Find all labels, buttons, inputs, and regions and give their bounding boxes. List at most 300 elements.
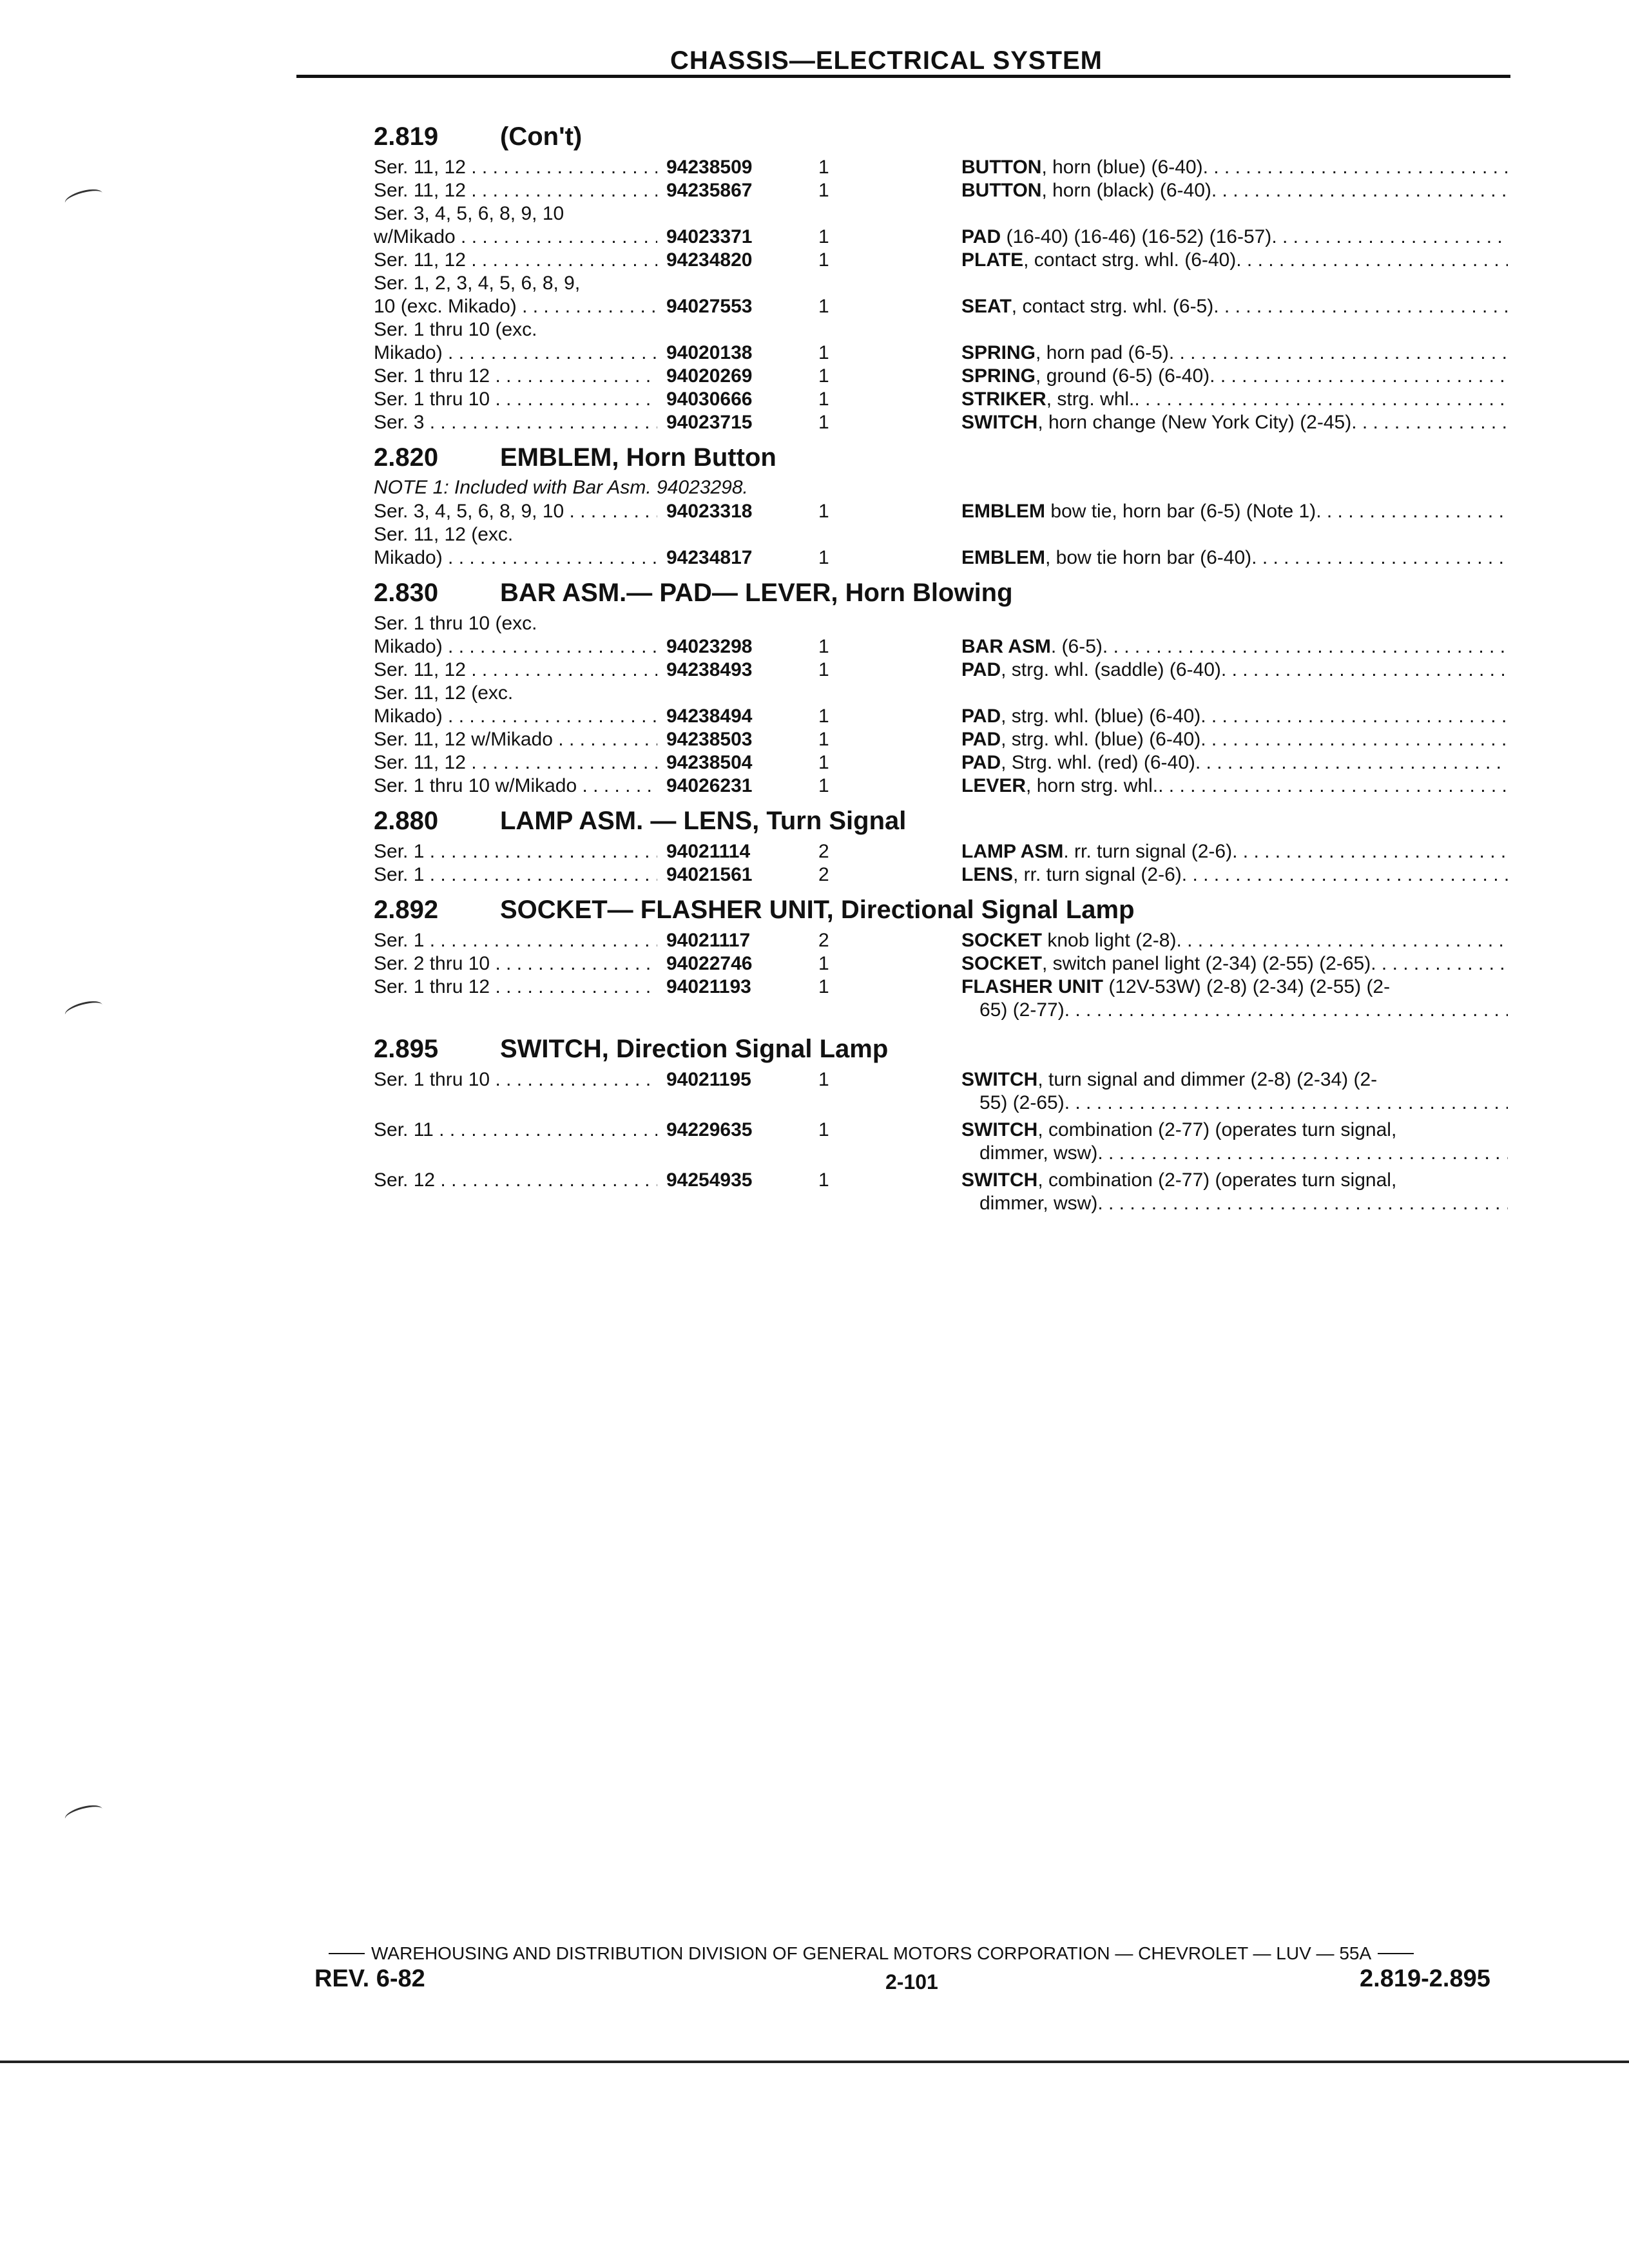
part-number: 94021561 [666, 864, 753, 885]
quantity: 1 [818, 412, 829, 433]
part-name: BUTTON [961, 180, 1042, 201]
section-number: 2.895 [374, 1035, 439, 1063]
applicability: Ser. 11 . . . [374, 1119, 657, 1142]
description-column [961, 226, 1508, 249]
quantity: 1 [818, 249, 829, 271]
applicability-column [374, 929, 1018, 952]
section-title: SWITCH, Direction Signal Lamp [500, 1035, 889, 1063]
quantity: 2 [818, 930, 829, 951]
description [961, 295, 1213, 318]
dot-leader [1065, 1091, 1508, 1115]
dot-leader [1158, 774, 1508, 798]
punch-mark [63, 186, 104, 211]
part-name: STRIKER [961, 389, 1046, 410]
dot-leader [1221, 658, 1508, 682]
dot-leader [1236, 249, 1508, 272]
part-name: LAMP ASM [961, 841, 1064, 862]
part-line [374, 500, 1018, 523]
applicability-line: Ser. 11, 12 (exc. [374, 682, 514, 704]
description [961, 156, 1203, 179]
applicability: Mikado) . . . [374, 341, 657, 365]
dot-leader [1097, 1142, 1508, 1165]
description-line [961, 249, 1508, 272]
description [979, 1091, 1065, 1115]
description-text: , strg. whl. (saddle) (6-40) [1001, 659, 1221, 680]
dot-leader [1203, 156, 1508, 179]
dot-leader [1351, 411, 1508, 434]
description-column [961, 863, 1508, 887]
section-title: BAR ASM.— PAD— LEVER, Horn Blowing [500, 579, 1013, 607]
description-text: , combination (2-77) (operates turn signal, [1037, 1169, 1397, 1191]
section-heading [374, 443, 1508, 477]
table-row [374, 975, 1508, 1026]
applicability: Mikado) . . . [374, 546, 657, 570]
description-column [961, 156, 1508, 179]
description [961, 929, 1176, 952]
applicability-column [374, 952, 1018, 975]
applicability-column [374, 500, 1018, 523]
description-column [961, 249, 1508, 272]
description [961, 249, 1236, 272]
dot-leader [1065, 999, 1508, 1022]
description-text: , turn signal and dimmer (2-8) (2-34) (2- [1037, 1069, 1378, 1090]
table-row [374, 929, 1508, 952]
description [961, 635, 1103, 658]
description-line [961, 388, 1508, 411]
part-name: SWITCH [961, 412, 1038, 433]
quantity: 1 [818, 976, 829, 997]
part-name: SWITCH [961, 1119, 1038, 1140]
description-text: , bow tie horn bar (6-40) [1045, 547, 1252, 568]
applicability: Ser. 11, 12 . . . [374, 751, 657, 774]
applicability-line: Ser. 1 thru 10 (exc. [374, 613, 537, 634]
part-number: 94235867 [666, 180, 753, 201]
table-row [374, 1068, 1508, 1119]
description [961, 658, 1221, 682]
description-text: dimmer, wsw) [979, 1193, 1098, 1214]
description-text: , horn change (New York City) (2-45) [1037, 412, 1352, 433]
dot-leader [1271, 226, 1508, 249]
part-number: 94238494 [666, 706, 753, 727]
table-row [374, 179, 1508, 202]
section-number: 2.820 [374, 443, 439, 472]
applicability: Ser. 1 . . . [374, 840, 657, 863]
description-line [961, 975, 1508, 999]
applicability-column [374, 1119, 1018, 1142]
quantity: 1 [818, 729, 829, 750]
dot-leader [1232, 840, 1508, 863]
quantity: 1 [818, 296, 829, 317]
applicability: Ser. 2 thru 10 . . . [374, 952, 657, 975]
description [961, 546, 1251, 570]
part-number: 94022746 [666, 953, 753, 974]
applicability-column [374, 1068, 1018, 1091]
part-number: 94020269 [666, 365, 753, 387]
description-column [961, 295, 1508, 318]
description-line [961, 863, 1508, 887]
part-name: PLATE [961, 249, 1024, 271]
part-number: 94238509 [666, 157, 753, 178]
part-number: 94234817 [666, 547, 753, 568]
description-line [961, 635, 1508, 658]
applicability: Ser. 3, 4, 5, 6, 8, 9, 10 . . . [374, 500, 657, 523]
part-number: 94234820 [666, 249, 753, 271]
applicability-column [374, 1169, 1018, 1192]
applicability-column [374, 975, 1018, 999]
description-text: , contact strg. whl. (6-5) [1011, 296, 1214, 317]
part-number: 94229635 [666, 1119, 753, 1140]
applicability-column [374, 523, 1018, 570]
part-line [374, 249, 1018, 272]
description-text: , strg. whl. [1046, 389, 1135, 410]
table-row [374, 728, 1508, 751]
applicability-column [374, 612, 1018, 658]
part-number: 94023318 [666, 501, 753, 522]
applicability-column [374, 202, 1018, 249]
punch-mark [63, 1802, 104, 1827]
header-rule [296, 75, 1510, 78]
table-row [374, 156, 1508, 179]
description-column [961, 658, 1508, 682]
section-title: SOCKET— FLASHER UNIT, Directional Signal Lamp [500, 896, 1135, 924]
description-column [961, 840, 1508, 863]
applicability: Ser. 11, 12 . . . [374, 179, 657, 202]
applicability-line: Ser. 1, 2, 3, 4, 5, 6, 8, 9, [374, 273, 581, 294]
table-row [374, 1119, 1508, 1169]
part-name: SPRING [961, 342, 1036, 363]
applicability-line: Ser. 1 thru 10 (exc. [374, 319, 537, 340]
page-header-title: CHASSIS—ELECTRICAL SYSTEM [670, 46, 1103, 75]
dot-leader [1097, 1192, 1508, 1215]
part-name: SWITCH [961, 1069, 1038, 1090]
part-line [374, 658, 1018, 682]
description-text: , switch panel light (2-34) (2-55) (2-65) [1042, 953, 1371, 974]
part-name: SEAT [961, 296, 1012, 317]
applicability-column [374, 840, 1018, 863]
dot-leader [1182, 863, 1508, 887]
description [961, 705, 1200, 728]
footer-text: WAREHOUSING AND DISTRIBUTION DIVISION OF GENERAL MOTORS CORPORATION — CHEVROLET — LUV — 55A [371, 1943, 1372, 1963]
applicability: Mikado) . . . [374, 705, 657, 728]
quantity: 2 [818, 864, 829, 885]
section-heading [374, 122, 1508, 156]
description-text: , rr. turn signal (2-6) [1013, 864, 1182, 885]
description-line [961, 411, 1508, 434]
section-heading [374, 1035, 1508, 1068]
applicability: w/Mikado . . . [374, 226, 657, 249]
part-number: 94238493 [666, 659, 753, 680]
table-row [374, 365, 1508, 388]
part-line [374, 226, 1018, 249]
part-line [374, 952, 1018, 975]
dot-leader [1103, 635, 1508, 658]
quantity: 1 [818, 775, 829, 796]
part-number: 94254935 [666, 1169, 753, 1191]
description-text: bow tie, horn bar (6-5) (Note 1) [1045, 501, 1316, 522]
applicability-column [374, 179, 1018, 202]
part-line [374, 179, 1018, 202]
description-line [961, 658, 1508, 682]
description [979, 1142, 1097, 1165]
table-row [374, 411, 1508, 434]
section-number: 2.892 [374, 896, 439, 924]
part-name: SOCKET [961, 953, 1043, 974]
description-line [961, 295, 1508, 318]
part-name: PAD [961, 752, 1001, 773]
applicability: Ser. 1 thru 10 . . . [374, 388, 657, 411]
part-name: BUTTON [961, 157, 1042, 178]
part-line [374, 156, 1018, 179]
table-row [374, 840, 1508, 863]
description-line [961, 840, 1508, 863]
description-text: , horn (black) (6-40) [1041, 180, 1211, 201]
part-line [374, 411, 1018, 434]
description [961, 1169, 1396, 1192]
applicability-column [374, 388, 1018, 411]
quantity: 1 [818, 180, 829, 201]
quantity: 1 [818, 953, 829, 974]
part-line [374, 1068, 1018, 1091]
table-row [374, 202, 1508, 249]
dot-leader [1176, 929, 1508, 952]
part-line [374, 705, 1018, 728]
part-line [374, 774, 1018, 798]
table-row [374, 751, 1508, 774]
description-text: knob light (2-8) [1042, 930, 1177, 951]
quantity: 1 [818, 226, 829, 247]
applicability-column [374, 249, 1018, 272]
applicability: 10 (exc. Mikado) . . . [374, 295, 657, 318]
description-text: , strg. whl. (blue) (6-40) [1001, 729, 1201, 750]
applicability-column [374, 272, 1018, 318]
description [961, 411, 1351, 434]
description-column [961, 1068, 1508, 1115]
applicability: Ser. 11, 12 . . . [374, 658, 657, 682]
table-row [374, 658, 1508, 682]
table-row [374, 952, 1508, 975]
description-line [961, 341, 1508, 365]
part-name: PAD [961, 706, 1001, 727]
part-line [374, 546, 1018, 570]
quantity: 1 [818, 501, 829, 522]
part-line [374, 728, 1018, 751]
description-line [961, 1169, 1508, 1192]
description-column [961, 388, 1508, 411]
quantity: 1 [818, 1169, 829, 1191]
description [961, 952, 1371, 975]
quantity: 1 [818, 636, 829, 657]
section-title: (Con't) [500, 122, 583, 151]
description-line [961, 952, 1508, 975]
dot-leader [1169, 341, 1508, 365]
footer-line [322, 1943, 1521, 1964]
parts-catalog [374, 113, 1508, 1219]
part-line [374, 840, 1018, 863]
description-text: (12V-53W) (2-8) (2-34) (2-55) (2- [1103, 976, 1391, 997]
description-column [961, 341, 1508, 365]
section-number: 2.830 [374, 579, 439, 607]
description-text: , ground (6-5) (6-40) [1036, 365, 1210, 387]
part-number: 94021114 [666, 841, 751, 862]
description-line [961, 226, 1508, 249]
section-note: NOTE 1: Included with Bar Asm. 94023298. [374, 477, 748, 498]
part-name: SWITCH [961, 1169, 1038, 1191]
part-number: 94021117 [666, 930, 751, 951]
applicability-line: Ser. 11, 12 (exc. [374, 524, 514, 545]
page-number: 2-101 [885, 1970, 938, 1994]
description-line [961, 1068, 1508, 1091]
part-name: PAD [961, 729, 1001, 750]
description [961, 179, 1211, 202]
description [961, 388, 1134, 411]
dot-leader [1200, 728, 1508, 751]
applicability-column [374, 774, 1018, 798]
part-line [374, 1119, 1018, 1142]
description-column [961, 1169, 1508, 1215]
dot-leader [1195, 751, 1508, 774]
description-line [961, 1142, 1508, 1165]
description [961, 365, 1210, 388]
applicability: Ser. 3 . . . [374, 411, 657, 434]
dot-leader [1134, 388, 1508, 411]
description-line [961, 546, 1508, 570]
description [961, 975, 1390, 999]
section-heading [374, 579, 1508, 612]
quantity: 1 [818, 157, 829, 178]
quantity: 1 [818, 365, 829, 387]
description-column [961, 500, 1508, 523]
description-text: , strg. whl. (blue) (6-40) [1001, 706, 1201, 727]
description-column [961, 179, 1508, 202]
description-text: , contact strg. whl. (6-40) [1023, 249, 1237, 271]
applicability-column [374, 365, 1018, 388]
part-name: EMBLEM [961, 501, 1045, 522]
description [961, 1068, 1377, 1091]
description-text: , horn strg. whl. [1026, 775, 1159, 796]
table-row [374, 388, 1508, 411]
part-number: 94021193 [666, 976, 751, 997]
description-text: 55) (2-65) [979, 1092, 1065, 1113]
part-line [374, 751, 1018, 774]
description-line [961, 179, 1508, 202]
quantity: 1 [818, 706, 829, 727]
dot-leader [1213, 295, 1508, 318]
part-name: EMBLEM [961, 547, 1045, 568]
dot-leader [1316, 500, 1508, 523]
table-row [374, 523, 1508, 570]
description [961, 226, 1271, 249]
description [961, 728, 1200, 751]
footer-dash [1378, 1953, 1414, 1954]
part-name: LENS [961, 864, 1014, 885]
dot-leader [1371, 952, 1508, 975]
table-row [374, 318, 1508, 365]
part-number: 94023298 [666, 636, 753, 657]
section-number: 2.819 [374, 122, 439, 151]
description-line [961, 999, 1508, 1022]
footer-dash [329, 1953, 365, 1954]
description [961, 774, 1158, 798]
part-name: PAD [961, 659, 1001, 680]
description-column [961, 728, 1508, 751]
description-line [961, 929, 1508, 952]
table-row [374, 682, 1508, 728]
applicability-column [374, 863, 1018, 887]
quantity: 1 [818, 547, 829, 568]
description-column [961, 952, 1508, 975]
applicability: Ser. 11, 12 . . . [374, 156, 657, 179]
applicability-column [374, 682, 1018, 728]
part-line [374, 365, 1018, 388]
bottom-rule [0, 2061, 1629, 2063]
applicability-column [374, 658, 1018, 682]
part-number: 94238504 [666, 752, 753, 773]
description-line [961, 365, 1508, 388]
description-text: . (6-5) [1050, 636, 1103, 657]
table-row [374, 272, 1508, 318]
part-number: 94030666 [666, 389, 753, 410]
description-text: (16-40) (16-46) (16-52) (16-57) [1001, 226, 1272, 247]
dot-leader [1211, 179, 1508, 202]
part-number: 94023371 [666, 226, 753, 247]
applicability: Ser. 1 thru 12 . . . [374, 365, 657, 388]
description-line [961, 751, 1508, 774]
description [961, 840, 1232, 863]
description [961, 751, 1195, 774]
description-line [961, 1192, 1508, 1215]
part-line [374, 929, 1018, 952]
part-name: FLASHER UNIT [961, 976, 1103, 997]
description-column [961, 365, 1508, 388]
quantity: 2 [818, 841, 829, 862]
description [961, 1119, 1396, 1142]
description [961, 500, 1316, 523]
description-text: . rr. turn signal (2-6) [1063, 841, 1233, 862]
description-column [961, 705, 1508, 728]
description-line [961, 774, 1508, 798]
part-number: 94020138 [666, 342, 753, 363]
description-column [961, 751, 1508, 774]
dot-leader [1200, 705, 1508, 728]
description-text: , horn pad (6-5) [1036, 342, 1169, 363]
quantity: 1 [818, 389, 829, 410]
part-line [374, 975, 1018, 999]
table-row [374, 774, 1508, 798]
dot-leader [1210, 365, 1508, 388]
applicability: Ser. 12 . . . [374, 1169, 657, 1192]
description-line [961, 728, 1508, 751]
description-line [961, 705, 1508, 728]
description-line [961, 156, 1508, 179]
applicability-column [374, 411, 1018, 434]
part-line [374, 388, 1018, 411]
part-name: LEVER [961, 775, 1027, 796]
description-column [961, 546, 1508, 570]
applicability-column [374, 728, 1018, 751]
description-text: , horn (blue) (6-40) [1041, 157, 1203, 178]
quantity: 1 [818, 1119, 829, 1140]
applicability-line: Ser. 3, 4, 5, 6, 8, 9, 10 [374, 203, 564, 224]
quantity: 1 [818, 1069, 829, 1090]
section-range: 2.819-2.895 [1360, 1965, 1490, 1992]
applicability: Ser. 1 thru 10 . . . [374, 1068, 657, 1091]
quantity: 1 [818, 342, 829, 363]
section-title: EMBLEM, Horn Button [500, 443, 776, 472]
applicability: Ser. 1 thru 12 . . . [374, 975, 657, 999]
applicability-column [374, 318, 1018, 365]
description [979, 999, 1065, 1022]
description [979, 1192, 1097, 1215]
